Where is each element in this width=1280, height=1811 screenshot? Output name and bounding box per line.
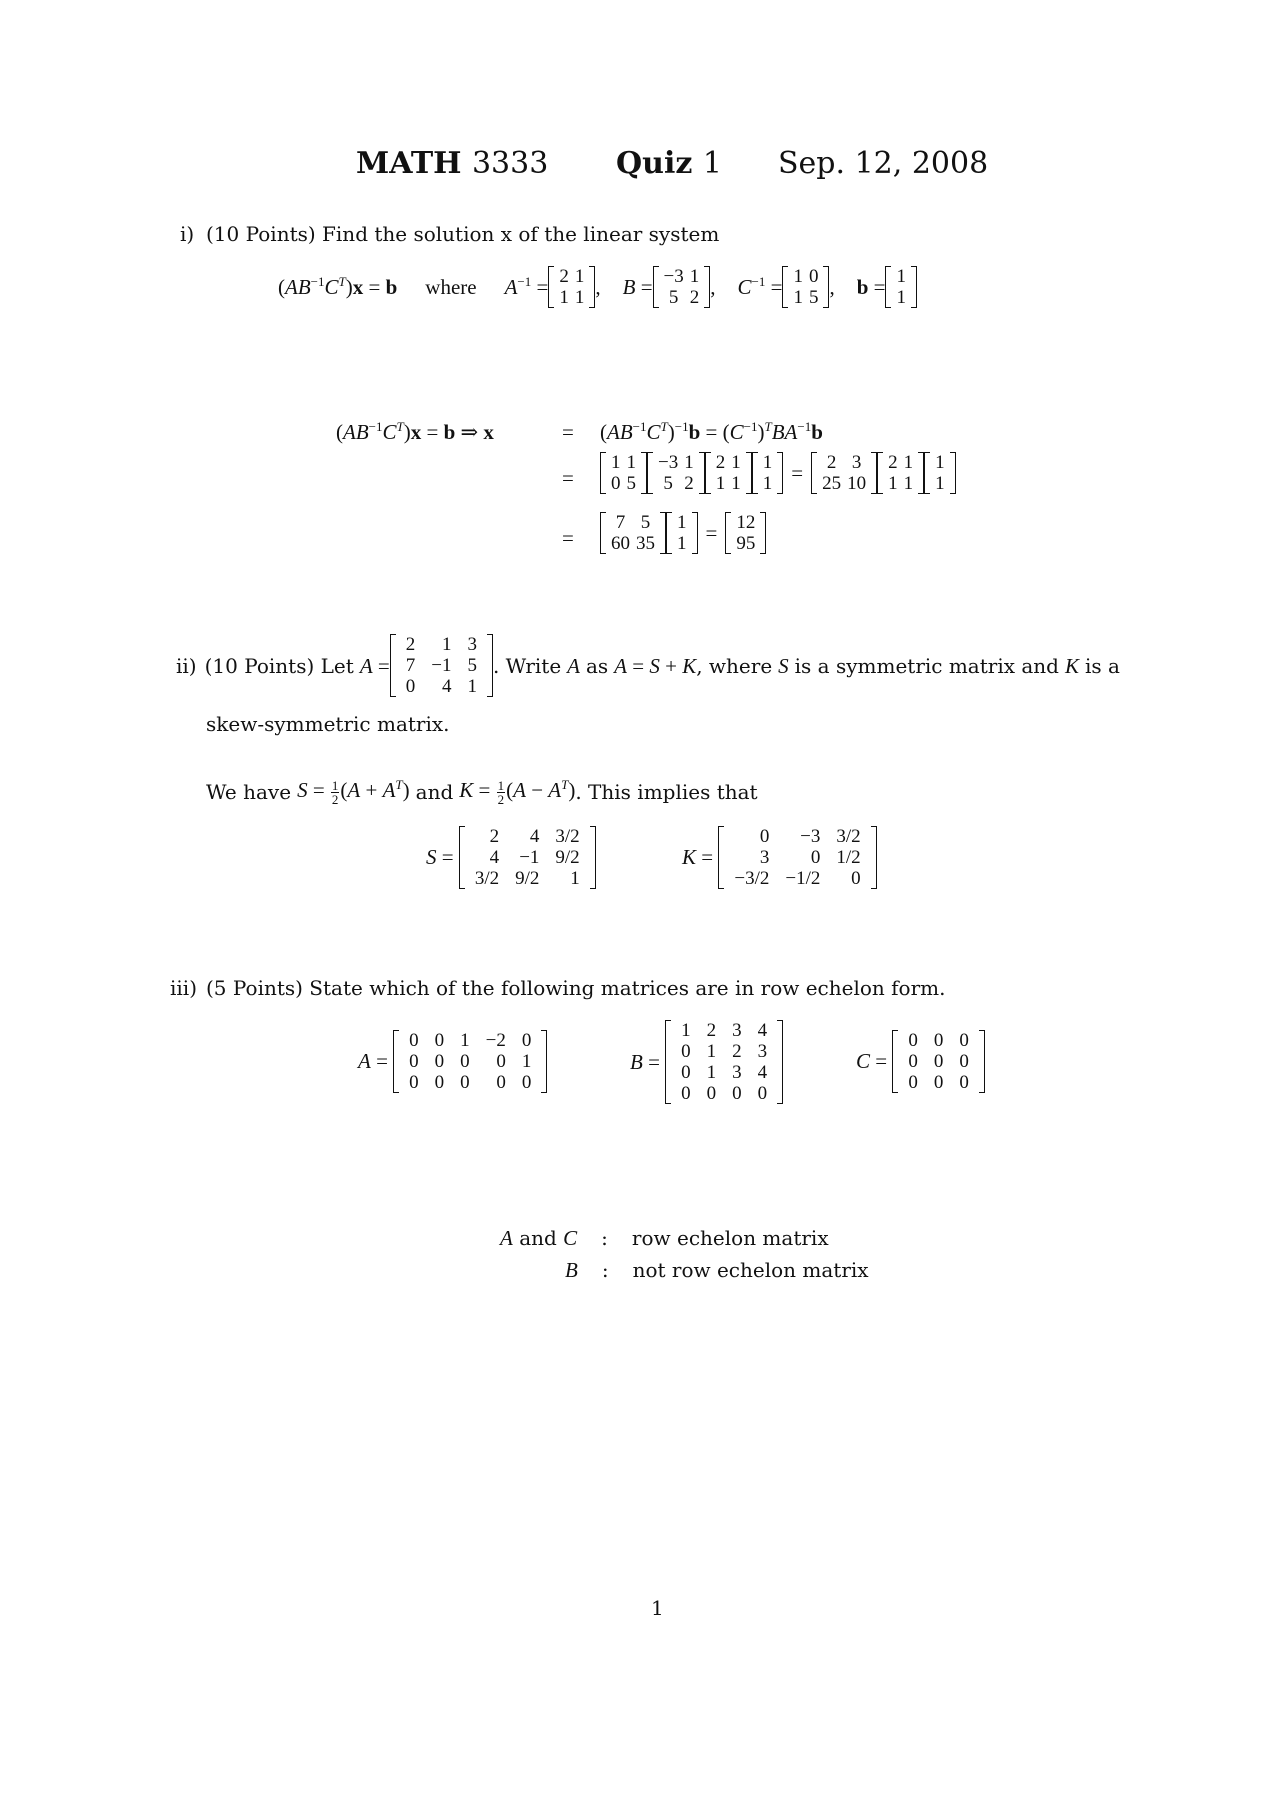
matrix-cell: 1 [731,473,741,494]
matrix-cell: 1 [903,473,914,494]
q2-solution-intro: We have S = $\frac{1}{2}$ $(A + A^T)$ and K = $\frac{1}{2}$ $(A - A^T)$ . This implies that [206,777,758,807]
matrix-cell: 0 [460,1072,470,1093]
matrix-cell: 0 [851,868,861,889]
matrix-cell: 7 [405,655,416,676]
matrix-cell: 0 [732,1083,742,1104]
matrix-cell: 0 [959,1072,969,1093]
eq-sign-3: = [562,526,574,550]
matrix-cell: 1 [626,452,636,473]
q1-solution-line2: 1 1 0 5 −3 1 5 2 2 1 1 1 1 1 = 2 3 25 10 2 1 1 1 1 1 [600,452,956,494]
matrix-cell: 1 [762,473,773,494]
matrix-cell: 0 [409,1030,419,1051]
page-number: 1 [651,1596,664,1620]
matrix-cell: −2 [485,1030,506,1051]
quiz-date: Sep. 12, 2008 [778,146,989,181]
matrix-cell: 2 [706,1020,717,1041]
matrix-cell: 2 [489,826,500,847]
matrix-cell: 3 [732,1020,742,1041]
matrix-cell: 3 [467,634,477,655]
matrix-cell: 3 [757,1041,768,1062]
matrix-cell: 0 [933,1030,944,1051]
matrix-cell: 3 [851,452,862,473]
matrix-cell: 0 [409,1072,419,1093]
matrix-cell: 0 [908,1051,918,1072]
matrix-cell: 4 [489,847,500,868]
matrix-cell: 0 [808,266,819,287]
matrix-cell: 0 [681,1041,691,1062]
matrix-cell: 35 [636,533,655,554]
q3-prompt: (5 Points) State which of the following matrices are in row echelon form. [206,976,946,1000]
matrix-cell: 5 [640,512,651,533]
q1-solution-lhs: $(AB^{-1}C^T)x = b$ ⇒ x [336,419,494,444]
matrix-cell: 1/2 [836,847,861,868]
matrix-cell: 1 [715,473,726,494]
matrix-cell: 9/2 [515,868,540,889]
matrix-cell: −3 [663,266,684,287]
matrix-cell: 0 [681,1062,691,1083]
matrix-cell: 1 [677,533,687,554]
q3-answer-2: B : not row echelon matrix [565,1258,869,1282]
matrix-cell: 4 [757,1062,768,1083]
matrix-B [653,266,711,308]
matrix-B-q3-block: B = 1 2 3 4 0 1 2 3 0 1 3 4 0 0 0 0 [630,1020,783,1104]
matrix-cell: 3 [759,847,770,868]
matrix-cell: 2 [405,634,416,655]
matrix-cell: 1 [888,473,898,494]
matrix-cell: −3 [658,452,679,473]
matrix-cell: 1 [574,287,585,308]
matrix-cell: 1 [793,266,803,287]
matrix-cell: 4 [529,826,540,847]
matrix-cell: 1 [903,452,914,473]
matrix-C-q3-block: C = 0 0 0 0 0 0 0 0 0 [856,1030,985,1093]
matrix-cell: 2 [732,1041,742,1062]
matrix-cell: 2 [888,452,898,473]
matrix-cell: 1 [935,473,945,494]
q1-prompt: (10 Points) Find the solution x of the linear system [206,222,720,246]
matrix-cell: 1 [677,512,687,533]
matrix-cell: 9/2 [555,847,580,868]
eq-sign-2: = [562,466,574,490]
matrix-cell: 1 [896,266,906,287]
q1-solution-line1: $(AB^{-1}C^T)^{-1}b = (C^{-1})^TBA^{-1}b$ [600,419,823,444]
matrix-cell: 0 [405,676,416,697]
matrix-cell: 0 [959,1030,969,1051]
matrix-cell: 1 [935,452,945,473]
matrix-cell: 0 [434,1030,445,1051]
matrix-cell: 1 [706,1062,717,1083]
matrix-cell: 2 [559,266,569,287]
matrix-cell: 0 [611,473,621,494]
matrix-cell: 0 [681,1083,691,1104]
q3-answer-1: A and C : row echelon matrix [500,1226,829,1250]
matrix-cell: 1 [467,676,477,697]
matrix-cell: 60 [611,533,630,554]
matrix-cell: 12 [736,512,756,533]
matrix-cell: 0 [908,1030,918,1051]
matrix-cell: 1 [570,868,580,889]
matrix-cell: 1 [731,452,741,473]
matrix-C-inverse [782,266,829,308]
matrix-cell: 2 [715,452,726,473]
matrix-cell: 0 [959,1051,969,1072]
matrix-cell: 25 [822,473,842,494]
matrix-cell: 0 [757,1083,768,1104]
matrix-B-q3 [665,1020,783,1104]
eq-sign-1: = [562,420,574,444]
matrix-cell: 0 [460,1051,470,1072]
matrix-cell: 1 [611,452,621,473]
q1-solution-line3: 7 5 60 35 1 1 = 12 95 [600,512,766,554]
q3-label: iii) [170,976,197,1000]
course-title: MATH 3333 [356,146,549,181]
matrix-cell: 2 [689,287,700,308]
matrix-cell: −1 [519,847,540,868]
matrix-cell: 2 [826,452,837,473]
matrix-cell: 95 [736,533,756,554]
matrix-cell: −3 [800,826,821,847]
matrix-cell: 0 [908,1072,918,1093]
matrix-cell: 0 [521,1072,532,1093]
matrix-A-q3-block: A = 0 0 1 −2 0 0 0 0 0 1 0 0 0 0 0 [358,1030,547,1093]
matrix-cell: 5 [467,655,477,676]
matrix-cell: 3 [732,1062,742,1083]
matrix-cell: 0 [409,1051,419,1072]
matrix-S-block: S = 2 4 3/2 4 −1 9/2 3/2 9/2 1 [426,826,596,889]
matrix-cell: −1 [431,655,452,676]
matrix-cell: 3/2 [474,868,500,889]
matrix-S [459,826,596,889]
matrix-cell: 1 [762,452,773,473]
matrix-cell: 10 [847,473,867,494]
matrix-A-q2 [390,634,493,697]
matrix-cell: 0 [521,1030,532,1051]
matrix-cell: 1 [684,452,694,473]
q2-prompt-cont: skew-symmetric matrix. [206,712,450,736]
matrix-cell: −3/2 [734,868,770,889]
matrix-A-q3 [393,1030,547,1093]
vector-b [885,266,917,308]
matrix-cell: 0 [933,1072,944,1093]
matrix-C-q3 [892,1030,985,1093]
matrix-cell: 1 [460,1030,470,1051]
matrix-cell: 1 [793,287,803,308]
matrix-cell: 1 [521,1051,532,1072]
matrix-cell: 4 [441,676,452,697]
quiz-title: Quiz 1 [616,146,722,181]
matrix-cell: 1 [441,634,452,655]
matrix-cell: 0 [496,1051,506,1072]
matrix-cell: 3/2 [555,826,580,847]
matrix-cell: 0 [810,847,821,868]
matrix-cell: 0 [434,1051,445,1072]
matrix-cell: 7 [615,512,626,533]
matrix-cell: 1 [896,287,906,308]
matrix-cell: −1/2 [785,868,821,889]
matrix-K-block: K = 0 −3 3/2 3 0 1/2 −3/2 −1/2 0 [682,826,877,889]
matrix-cell: 2 [684,473,694,494]
q1-label: i) [180,222,195,246]
matrix-cell: 1 [689,266,700,287]
matrix-K [718,826,876,889]
matrix-cell: 5 [663,473,673,494]
matrix-cell: 5 [626,473,636,494]
q1-system: $(AB^{-1}C^T)x = b$ where $A^{-1}$ = 2 1 1 1 , B = −3 1 5 2 , $C^{-1}$ = 1 0 1 5 , b = 1 1 [278,266,917,308]
result-vector [725,512,766,554]
matrix-cell: 1 [706,1041,717,1062]
matrix-cell: 0 [434,1072,445,1093]
matrix-cell: 0 [759,826,770,847]
matrix-cell: 0 [706,1083,717,1104]
matrix-cell: 0 [933,1051,944,1072]
matrix-A-inverse [548,266,595,308]
matrix-cell: 4 [757,1020,768,1041]
matrix-cell: 1 [574,266,585,287]
matrix-cell: 3/2 [836,826,861,847]
matrix-cell: 1 [559,287,569,308]
q2-prompt: ii) (10 Points) Let A = 2 1 3 7 −1 5 0 4 1 . Write A as A = S + K , where S is a symmetric matrix and K is a [176,634,1120,697]
matrix-cell: 0 [496,1072,506,1093]
matrix-cell: 5 [808,287,819,308]
matrix-cell: 5 [668,287,679,308]
matrix-cell: 1 [681,1020,691,1041]
